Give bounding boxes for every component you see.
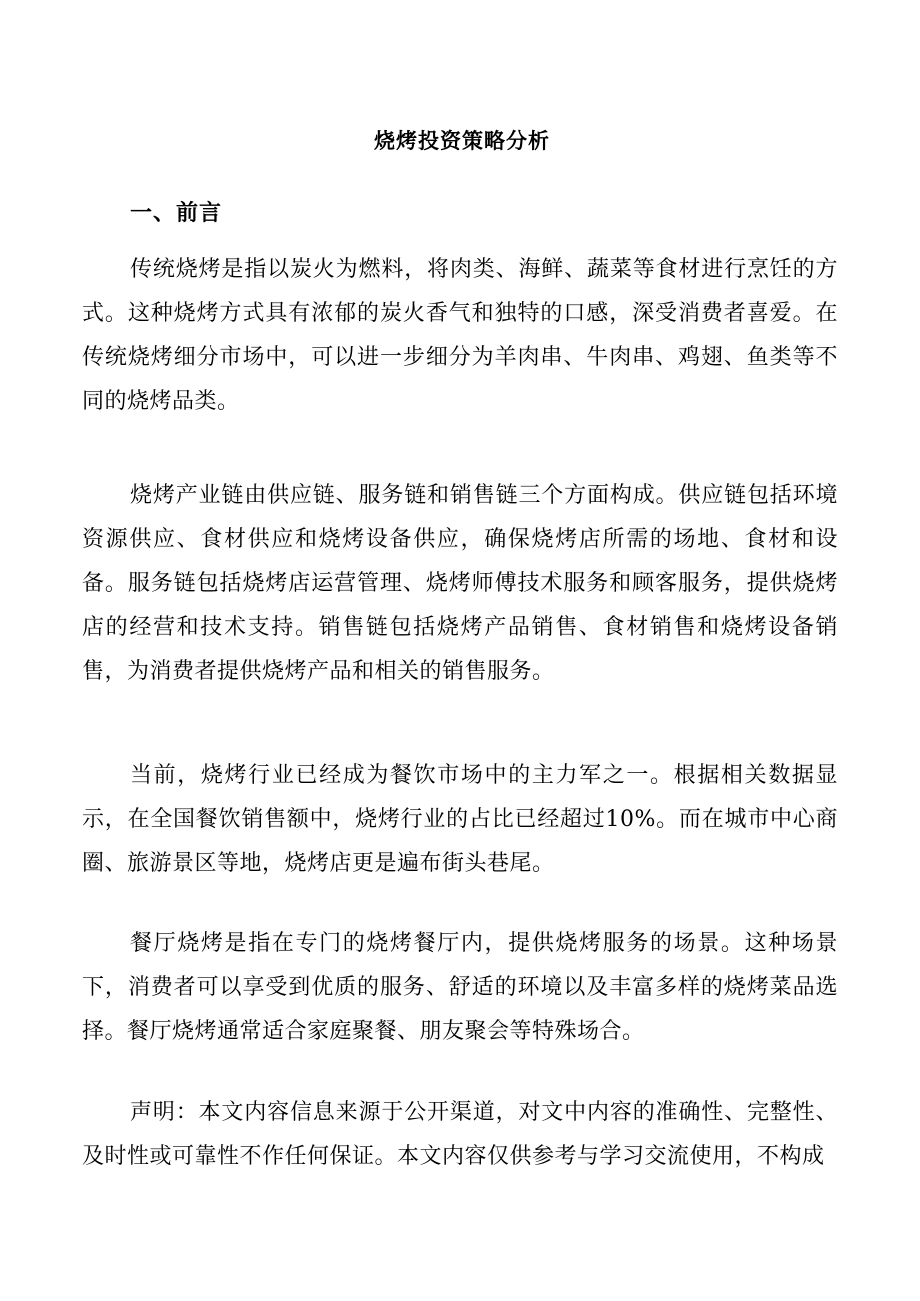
paragraph-market-status: 当前，烧烤行业已经成为餐饮市场中的主力军之一。根据相关数据显示，在全国餐饮销售额中，烧烤行业的占比已经超过10%。而在城市中心商圈、旅游景区等地，烧烤店更是遍布街头巷尾。	[82, 763, 838, 876]
paragraph-traditional-bbq: 传统烧烤是指以炭火为燃料，将肉类、海鲜、蔬菜等食材进行烹饪的方式。这种烧烤方式具有浓郁的炭火香气和独特的口感，深受消费者喜爱。在传统烧烤细分市场中，可以进一步细分为羊肉串、牛肉串、鸡翅、鱼类等不同的烧烤品类。	[82, 257, 838, 414]
section-heading-preface: 一、前言	[130, 200, 223, 226]
document-title: 烧烤投资策略分析	[374, 128, 550, 153]
document-page	[82, 0, 842, 1301]
paragraph-disclaimer: 声明：本文内容信息来源于公开渠道，对文中内容的准确性、完整性、及时性或可靠性不作任何保证。本文内容仅供参考与学习交流使用，不构成	[82, 1100, 838, 1169]
paragraph-industry-chain: 烧烤产业链由供应链、服务链和销售链三个方面构成。供应链包括环境资源供应、食材供应和烧烤设备供应，确保烧烤店所需的场地、食材和设备。服务链包括烧烤店运营管理、烧烤师傅技术服务和顾客服务，提供烧烤店的经营和技术支持。销售链包括烧烤产品销售、食材销售和烧烤设备销售，为消费者提供烧烤产品和相关的销售服务。	[82, 483, 838, 684]
paragraph-restaurant-bbq: 餐厅烧烤是指在专门的烧烤餐厅内，提供烧烤服务的场景。这种场景下，消费者可以享受到优质的服务、舒适的环境以及丰富多样的烧烤菜品选择。餐厅烧烤通常适合家庭聚餐、朋友聚会等特殊场合。	[82, 931, 838, 1044]
